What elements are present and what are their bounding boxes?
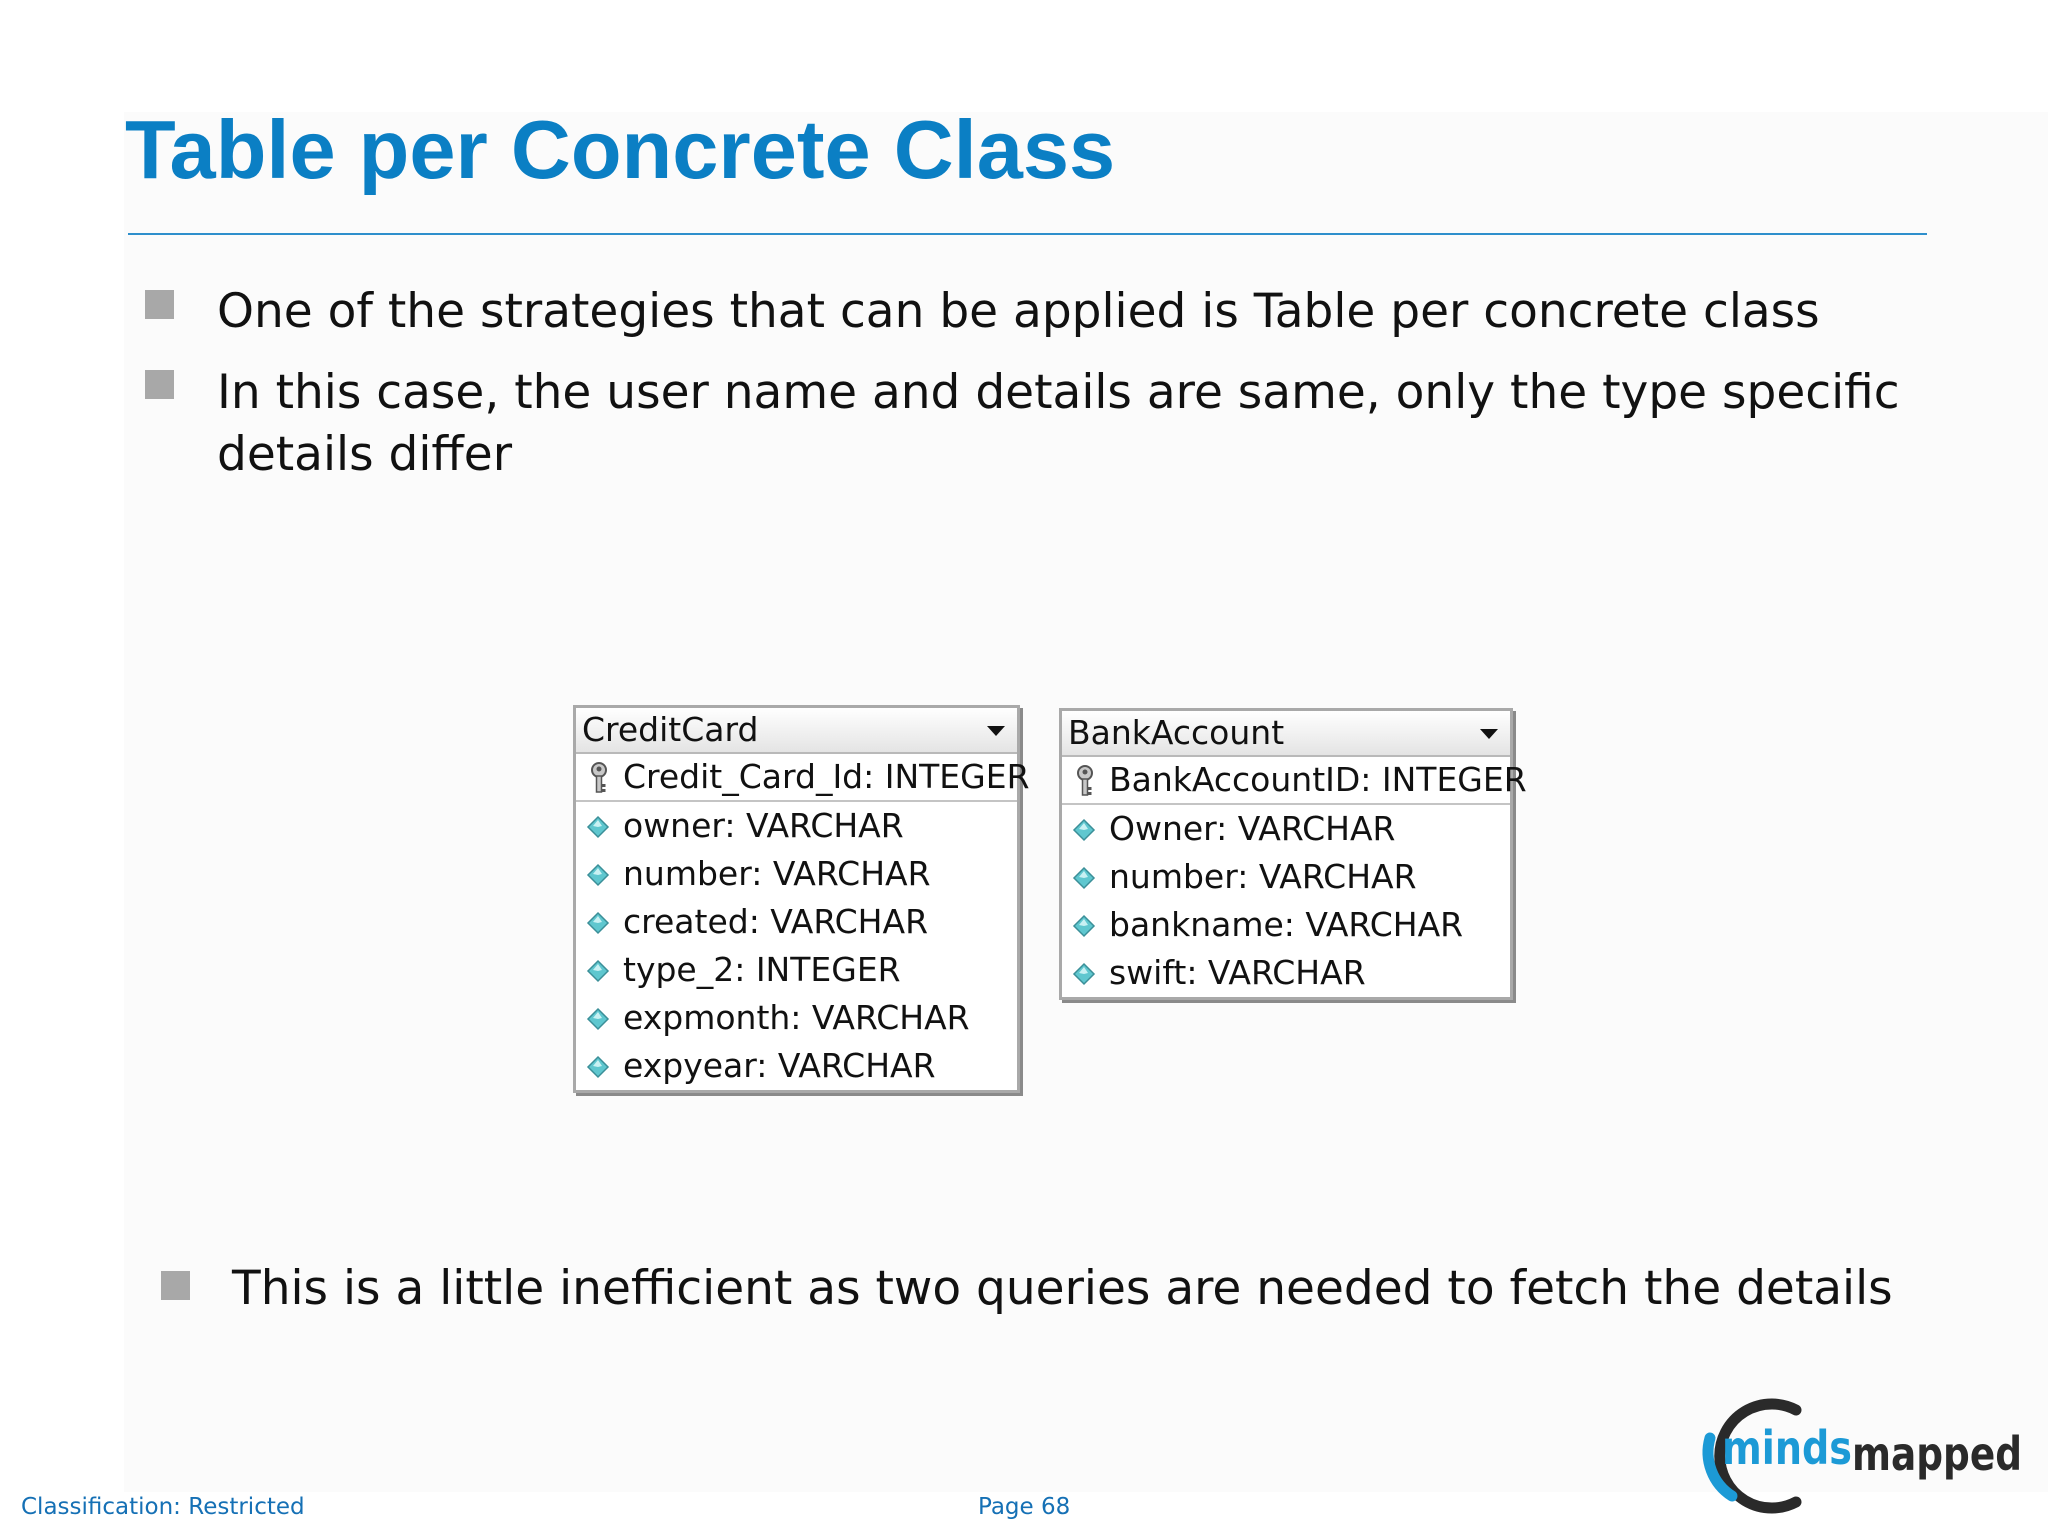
column-label: owner: VARCHAR [623, 806, 904, 845]
column-diamond-icon [1073, 915, 1095, 937]
bullet-marker [145, 290, 174, 319]
column-diamond-icon [587, 816, 609, 838]
mindsmapped-logo [1688, 1398, 2028, 1513]
column-diamond-icon [1073, 963, 1095, 985]
column-diamond-icon [587, 960, 609, 982]
key-icon [586, 761, 612, 795]
column-label: number: VARCHAR [1109, 857, 1417, 896]
svg-text:mapped: mapped [1852, 1427, 2022, 1481]
bullet-marker [161, 1271, 190, 1300]
bullet-marker [145, 370, 174, 399]
column-row[interactable] [576, 850, 1017, 898]
column-diamond-icon [1073, 867, 1095, 889]
classification-label: Classification: Restricted [21, 1494, 305, 1520]
bank-account-table [1059, 708, 1527, 1000]
primary-key-row[interactable] [1062, 757, 1527, 805]
column-row[interactable] [1062, 901, 1510, 949]
column-row[interactable] [1062, 949, 1510, 997]
column-label: expyear: VARCHAR [623, 1046, 936, 1085]
credit-card-table-header[interactable] [576, 708, 1017, 754]
column-diamond-icon [587, 1056, 609, 1078]
dropdown-arrow-icon[interactable] [1480, 729, 1498, 739]
slide-title: Table per Concrete Class [125, 103, 1116, 196]
column-label: created: VARCHAR [623, 902, 928, 941]
key-icon [1072, 764, 1098, 798]
title-divider [128, 233, 1927, 235]
credit-card-table [573, 705, 1030, 1093]
primary-key-label: BankAccountID: INTEGER [1109, 760, 1527, 799]
column-diamond-icon [587, 1008, 609, 1030]
bullet-text-2: In this case, the user name and details are same, only the type specific [217, 365, 1900, 420]
table-name: CreditCard [582, 710, 759, 749]
column-label: number: VARCHAR [623, 854, 931, 893]
dropdown-arrow-icon[interactable] [987, 726, 1005, 736]
primary-key-row[interactable] [576, 754, 1030, 802]
column-row[interactable] [576, 1042, 1017, 1090]
column-diamond-icon [587, 864, 609, 886]
bullet-text-1: One of the strategies that can be applied is Table per concrete class [217, 284, 1820, 339]
column-row[interactable] [576, 802, 1017, 850]
column-row[interactable] [576, 946, 1017, 994]
bullet-text-2-continued: details differ [217, 427, 513, 482]
column-label: bankname: VARCHAR [1109, 905, 1464, 944]
bullet-text-3: This is a little inefficient as two queries are needed to fetch the details [232, 1261, 1893, 1316]
column-diamond-icon [587, 912, 609, 934]
column-row[interactable] [1062, 805, 1510, 853]
column-label: expmonth: VARCHAR [623, 998, 970, 1037]
column-label: Owner: VARCHAR [1109, 809, 1396, 848]
bank-account-table-header[interactable] [1062, 711, 1510, 757]
column-diamond-icon [1073, 819, 1095, 841]
primary-key-label: Credit_Card_Id: INTEGER [623, 757, 1030, 796]
column-row[interactable] [576, 994, 1017, 1042]
svg-text:minds: minds [1722, 1421, 1852, 1475]
column-label: type_2: INTEGER [623, 950, 901, 989]
column-row[interactable] [576, 898, 1017, 946]
column-row[interactable] [1062, 853, 1510, 901]
column-label: swift: VARCHAR [1109, 953, 1366, 992]
table-name: BankAccount [1068, 713, 1285, 752]
page-number: Page 68 [978, 1494, 1071, 1520]
